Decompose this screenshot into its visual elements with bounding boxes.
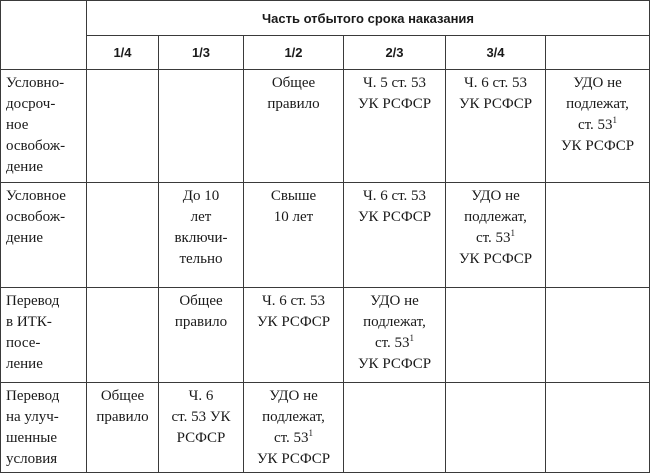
cell-line [347,312,442,333]
row-label-line: досроч- [6,96,56,112]
cell-text: ст. 53 [475,230,511,246]
table-cell [446,70,546,183]
row-label-line: ление [6,356,43,372]
corner-cell [1,1,87,70]
cell-line [247,428,340,449]
cell-text: лет [190,209,212,225]
table-row [1,70,650,183]
table-cell [344,70,446,183]
cell-text: правило [96,409,149,425]
row-label-line: Перевод [6,388,60,404]
row-label-line: Перевод [6,293,60,309]
cell-line [347,333,442,354]
table-cell [87,183,159,288]
cell-text: подлежат, [464,209,527,225]
table-row [1,383,650,473]
cell-line [247,94,340,115]
footnote-marker: 1 [612,115,618,125]
cell-line [162,312,240,333]
cell-line [449,73,542,94]
cell-text: подлежат, [363,314,426,330]
cell-line [162,207,240,228]
cell-text: Свыше [270,188,317,204]
cell-line [162,249,240,270]
cell-text: УК РСФСР [256,451,331,467]
table-row [1,183,650,288]
cell-line [247,207,340,228]
cell-text: УК РСФСР [458,96,533,112]
table-cell [87,288,159,383]
footnote-marker: 1 [308,428,314,438]
cell-line [247,407,340,428]
cell-text: УК РСФСР [256,314,331,330]
cell-text: УК РСФСР [357,356,432,372]
cell-text: УК РСФСР [458,251,533,267]
row-label [1,383,87,473]
cell-line [549,136,646,157]
row-label-line: условия [6,451,58,467]
cell-text: ст. 53 УК [171,409,231,425]
cell-line [449,207,542,228]
table-cell [159,70,244,183]
cell-text: тельно [179,251,223,267]
cell-text: ст. 53 [374,335,410,351]
cell-line [162,228,240,249]
cell-text: УДО не [370,293,419,309]
cell-line [449,228,542,249]
table-cell [446,383,546,473]
cell-text: УК РСФСР [357,209,432,225]
cell-line [347,207,442,228]
cell-text: подлежат, [262,409,325,425]
column-header: 3/4 [446,36,546,70]
column-header: 2/3 [344,36,446,70]
table-cell [244,383,344,473]
cell-line [549,115,646,136]
cell-text: правило [174,314,228,330]
cell-line [347,291,442,312]
cell-text: УК РСФСР [560,138,635,154]
column-header [546,36,650,70]
cell-text: правило [267,96,320,112]
row-label [1,70,87,183]
cell-text: До 10 [182,188,220,204]
table-cell [546,288,650,383]
table-cell [244,288,344,383]
table-cell [244,70,344,183]
cell-text: УК РСФСР [357,96,432,112]
cell-line [549,94,646,115]
column-header: 1/3 [159,36,244,70]
table-row [1,288,650,383]
row-label-line: посе- [6,335,41,351]
cell-text: РСФСР [176,430,226,446]
cell-line [90,386,155,407]
table-cell [446,288,546,383]
cell-text: ст. 53 [577,117,613,133]
cell-line [247,186,340,207]
row-label-line: дение [6,159,44,175]
table-cell [546,70,650,183]
table-cell [159,288,244,383]
cell-text: Ч. 6 ст. 53 [362,188,427,204]
row-label-line: дение [6,230,44,246]
cell-line [162,386,240,407]
cell-line [347,186,442,207]
row-label-line: освобож- [6,209,66,225]
cell-line [90,407,155,428]
row-label-line: освобож- [6,138,66,154]
cell-text: Ч. 5 ст. 53 [362,75,427,91]
cell-line [247,312,340,333]
cell-line [347,73,442,94]
cell-line [247,291,340,312]
cell-text: Ч. 6 [188,388,214,404]
cell-line [347,94,442,115]
cell-text: Общее [179,293,223,309]
table-header-title: Часть отбытого срока наказания [87,1,650,36]
row-label [1,288,87,383]
cell-line [449,94,542,115]
cell-line [549,73,646,94]
cell-text: Общее [271,75,316,91]
table-cell [546,383,650,473]
table-cell [87,70,159,183]
cell-text: ст. 53 [273,430,309,446]
cell-line [162,291,240,312]
footnote-marker: 1 [510,228,516,238]
cell-line [162,428,240,449]
table-cell [244,183,344,288]
row-label-line: Условное [6,188,66,204]
row-label-line: в ИТК- [6,314,52,330]
cell-line [162,407,240,428]
cell-text: 10 лет [273,209,314,225]
cell-text: Ч. 6 ст. 53 [463,75,528,91]
cell-text: Ч. 6 ст. 53 [261,293,326,309]
cell-text: УДО не [471,188,520,204]
column-header: 1/4 [87,36,159,70]
row-label-line: Условно- [6,75,65,91]
cell-line [449,249,542,270]
row-label-line: на улуч- [6,409,59,425]
table-header-row [1,1,650,36]
cell-text: УДО не [269,388,318,404]
row-label [1,183,87,288]
cell-text: подлежат, [566,96,629,112]
cell-line [247,449,340,470]
cell-text: включи- [174,230,228,246]
table-cell [87,383,159,473]
column-header-row [1,36,650,70]
row-label-line: ное [6,117,29,133]
cell-line [347,354,442,375]
table-cell [344,288,446,383]
cell-text: УДО не [573,75,622,91]
table-cell [159,383,244,473]
table-cell [159,183,244,288]
cell-text: Общее [100,388,145,404]
row-label-line: шенные [6,430,57,446]
table-cell [446,183,546,288]
cell-line [162,186,240,207]
footnote-marker: 1 [409,333,415,343]
column-header: 1/2 [244,36,344,70]
cell-line [247,73,340,94]
table-cell [546,183,650,288]
cell-line [449,186,542,207]
cell-line [247,386,340,407]
table-cell [344,383,446,473]
table-cell [344,183,446,288]
